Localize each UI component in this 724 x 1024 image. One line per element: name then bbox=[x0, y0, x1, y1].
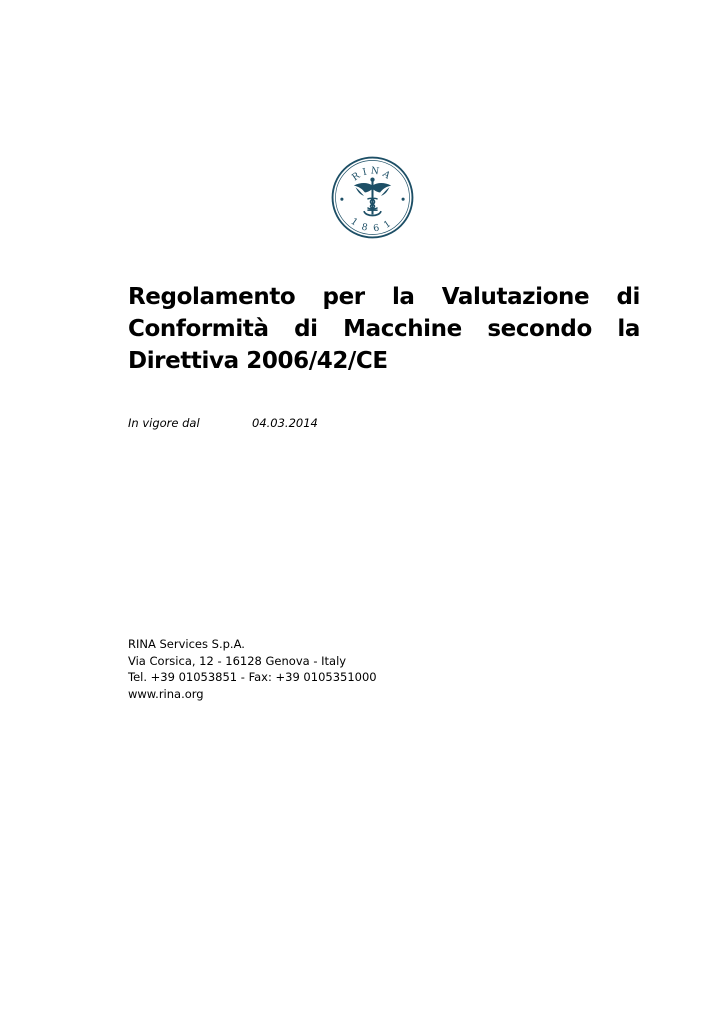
rina-seal-icon bbox=[330, 155, 415, 240]
company-address-block bbox=[128, 636, 377, 702]
company-contacts: Tel. +39 01053851 - Fax: +39 0105351000 bbox=[128, 670, 377, 684]
validity-label: In vigore dal bbox=[128, 416, 200, 430]
company-name: RINA Services S.p.A. bbox=[128, 637, 245, 651]
validity-date: 04.03.2014 bbox=[252, 416, 318, 430]
logo-bottom-text: 1861 bbox=[348, 216, 397, 235]
logo-top-text: RINA bbox=[350, 165, 395, 184]
company-website: www.rina.org bbox=[128, 686, 204, 701]
document-title: Regolamento per la Valutazione di Conformità di Macchine secondo la Direttiva 2006/42/CE bbox=[128, 284, 640, 374]
svg-text:1861 bbox=[349, 216, 397, 234]
company-street-address: Via Corsica, 12 - 16128 Genova - Italy bbox=[128, 653, 347, 668]
rina-logo bbox=[330, 155, 415, 240]
